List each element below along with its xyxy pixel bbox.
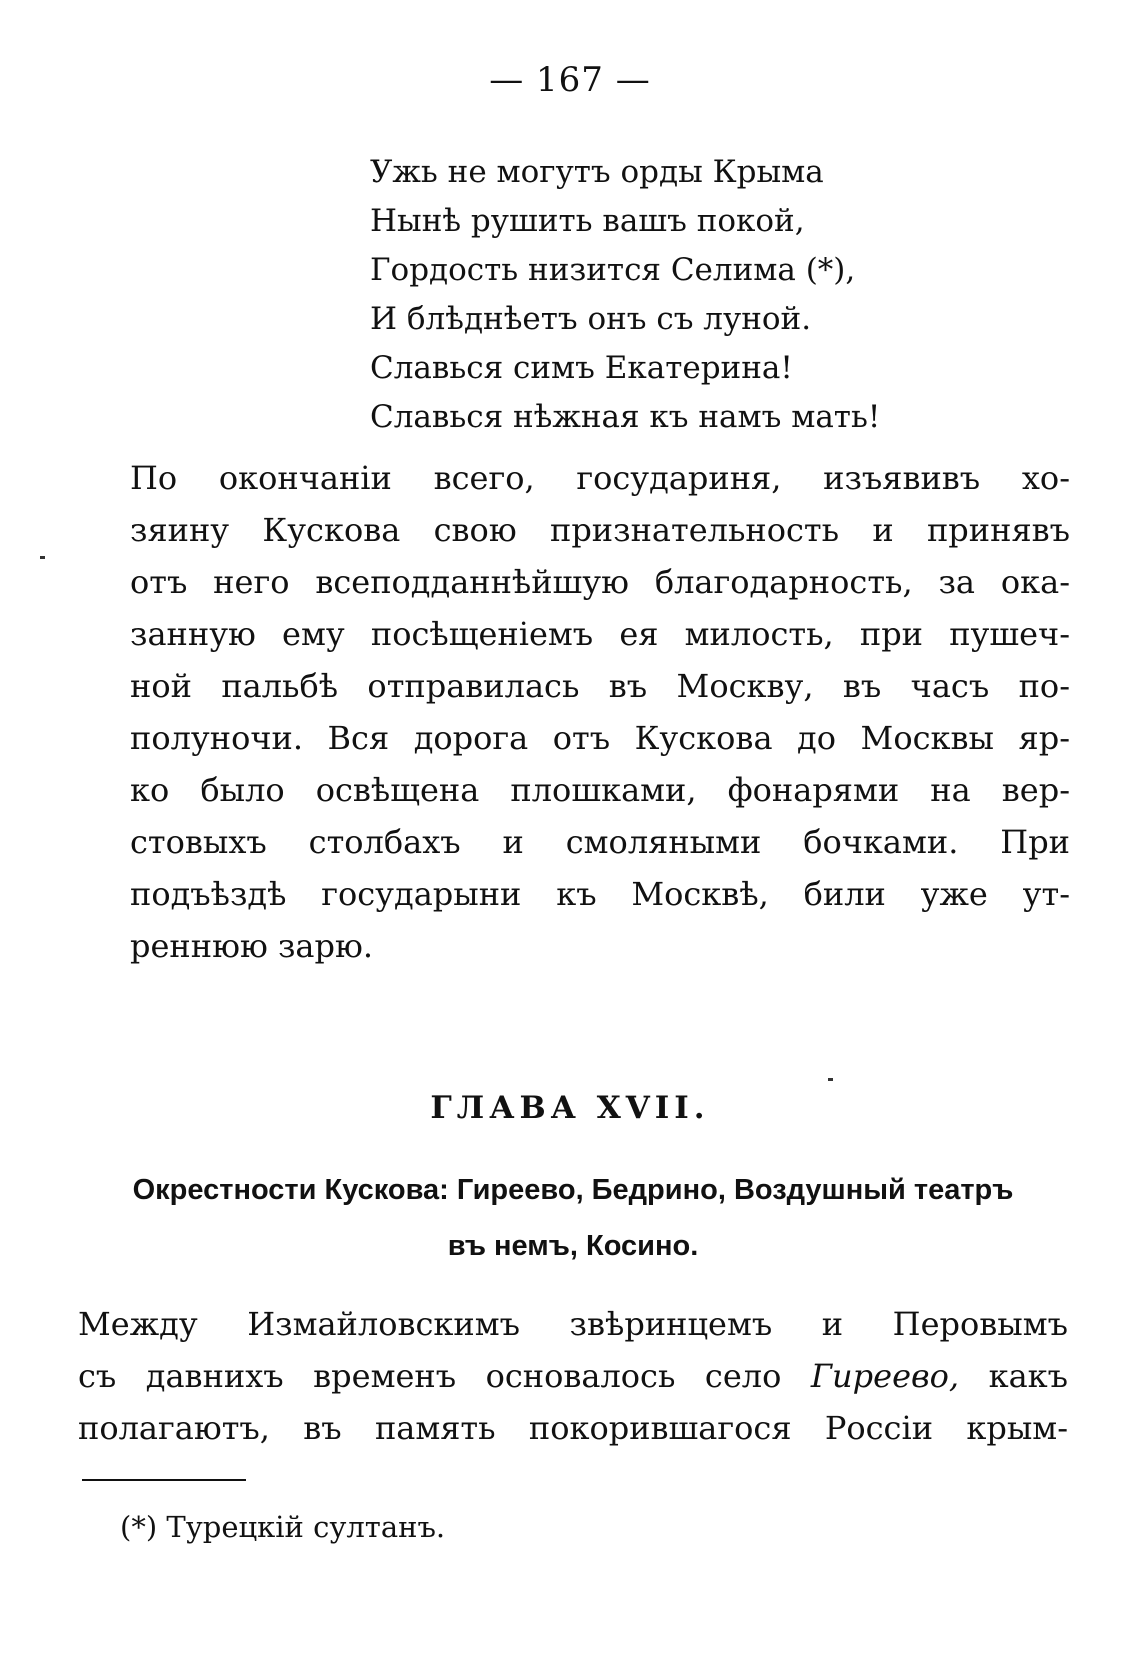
paragraph-line: стовыхъ столбахъ и смоляными бочками. При [130, 823, 1070, 861]
poem-line: Славься нѣжная къ намъ мать! [370, 399, 881, 435]
italic-place-name: Гиреево, [810, 1357, 960, 1395]
line-text: съ давнихъ временъ основалось село [78, 1357, 811, 1395]
poem-line: Гордость низится Селима (*), [370, 252, 856, 288]
paragraph-line: ко было освѣщена плошками, фонарями на вер- [130, 771, 1070, 809]
paragraph-line: реннюю зарю. [130, 927, 374, 965]
poem-line: Ужь не могутъ орды Крыма [370, 154, 824, 190]
print-speck [828, 1078, 833, 1081]
paragraph-gireevo [78, 1298, 1068, 1454]
line-text: какъ [959, 1357, 1069, 1395]
paragraph-line: Между Измайловскимъ звѣринцемъ и Перовымъ [78, 1305, 1068, 1343]
poem-stanza [370, 148, 930, 442]
footnote: (*) Турецкій султанъ. [120, 1510, 446, 1544]
poem-line: И блѣднѣетъ онъ съ луной. [370, 301, 812, 337]
chapter-title: ГЛАВА XVII. [430, 1090, 710, 1126]
print-speck [40, 556, 45, 559]
paragraph-line: По окончаніи всего, государиня, изъявивъ хо- [130, 459, 1070, 497]
paragraph-line: подъѣздѣ государыни къ Москвѣ, били уже ут- [130, 875, 1070, 913]
chapter-subtitle [78, 1162, 1068, 1274]
paragraph-line [78, 1350, 1068, 1402]
paragraph-line: зяину Кускова свою признательность и принявъ [130, 511, 1070, 549]
poem-line: Нынѣ рушить вашъ покой, [370, 203, 805, 239]
paragraph-departure [130, 452, 1070, 972]
paragraph-line: ной пальбѣ отправилась въ Москву, въ часъ по- [130, 667, 1070, 705]
paragraph-line: занную ему посѣщеніемъ ея милость, при пушеч- [130, 615, 1070, 653]
footnote-divider [82, 1479, 246, 1481]
paragraph-line: отъ него всеподданнѣйшую благодарность, за ока- [130, 563, 1070, 601]
subtitle-line: Окрестности Кускова: Гиреево, Бедрино, Воздушный театръ [132, 1174, 1014, 1206]
page-number: — 167 — [489, 60, 651, 100]
poem-line: Славься симъ Екатерина! [370, 350, 793, 386]
paragraph-line: полуночи. Вся дорога отъ Кускова до Москвы яр- [130, 719, 1070, 757]
subtitle-line: въ немъ, Косино. [447, 1230, 699, 1262]
paragraph-line: полагаютъ, въ память покорившагося Россіи крым- [78, 1409, 1068, 1447]
